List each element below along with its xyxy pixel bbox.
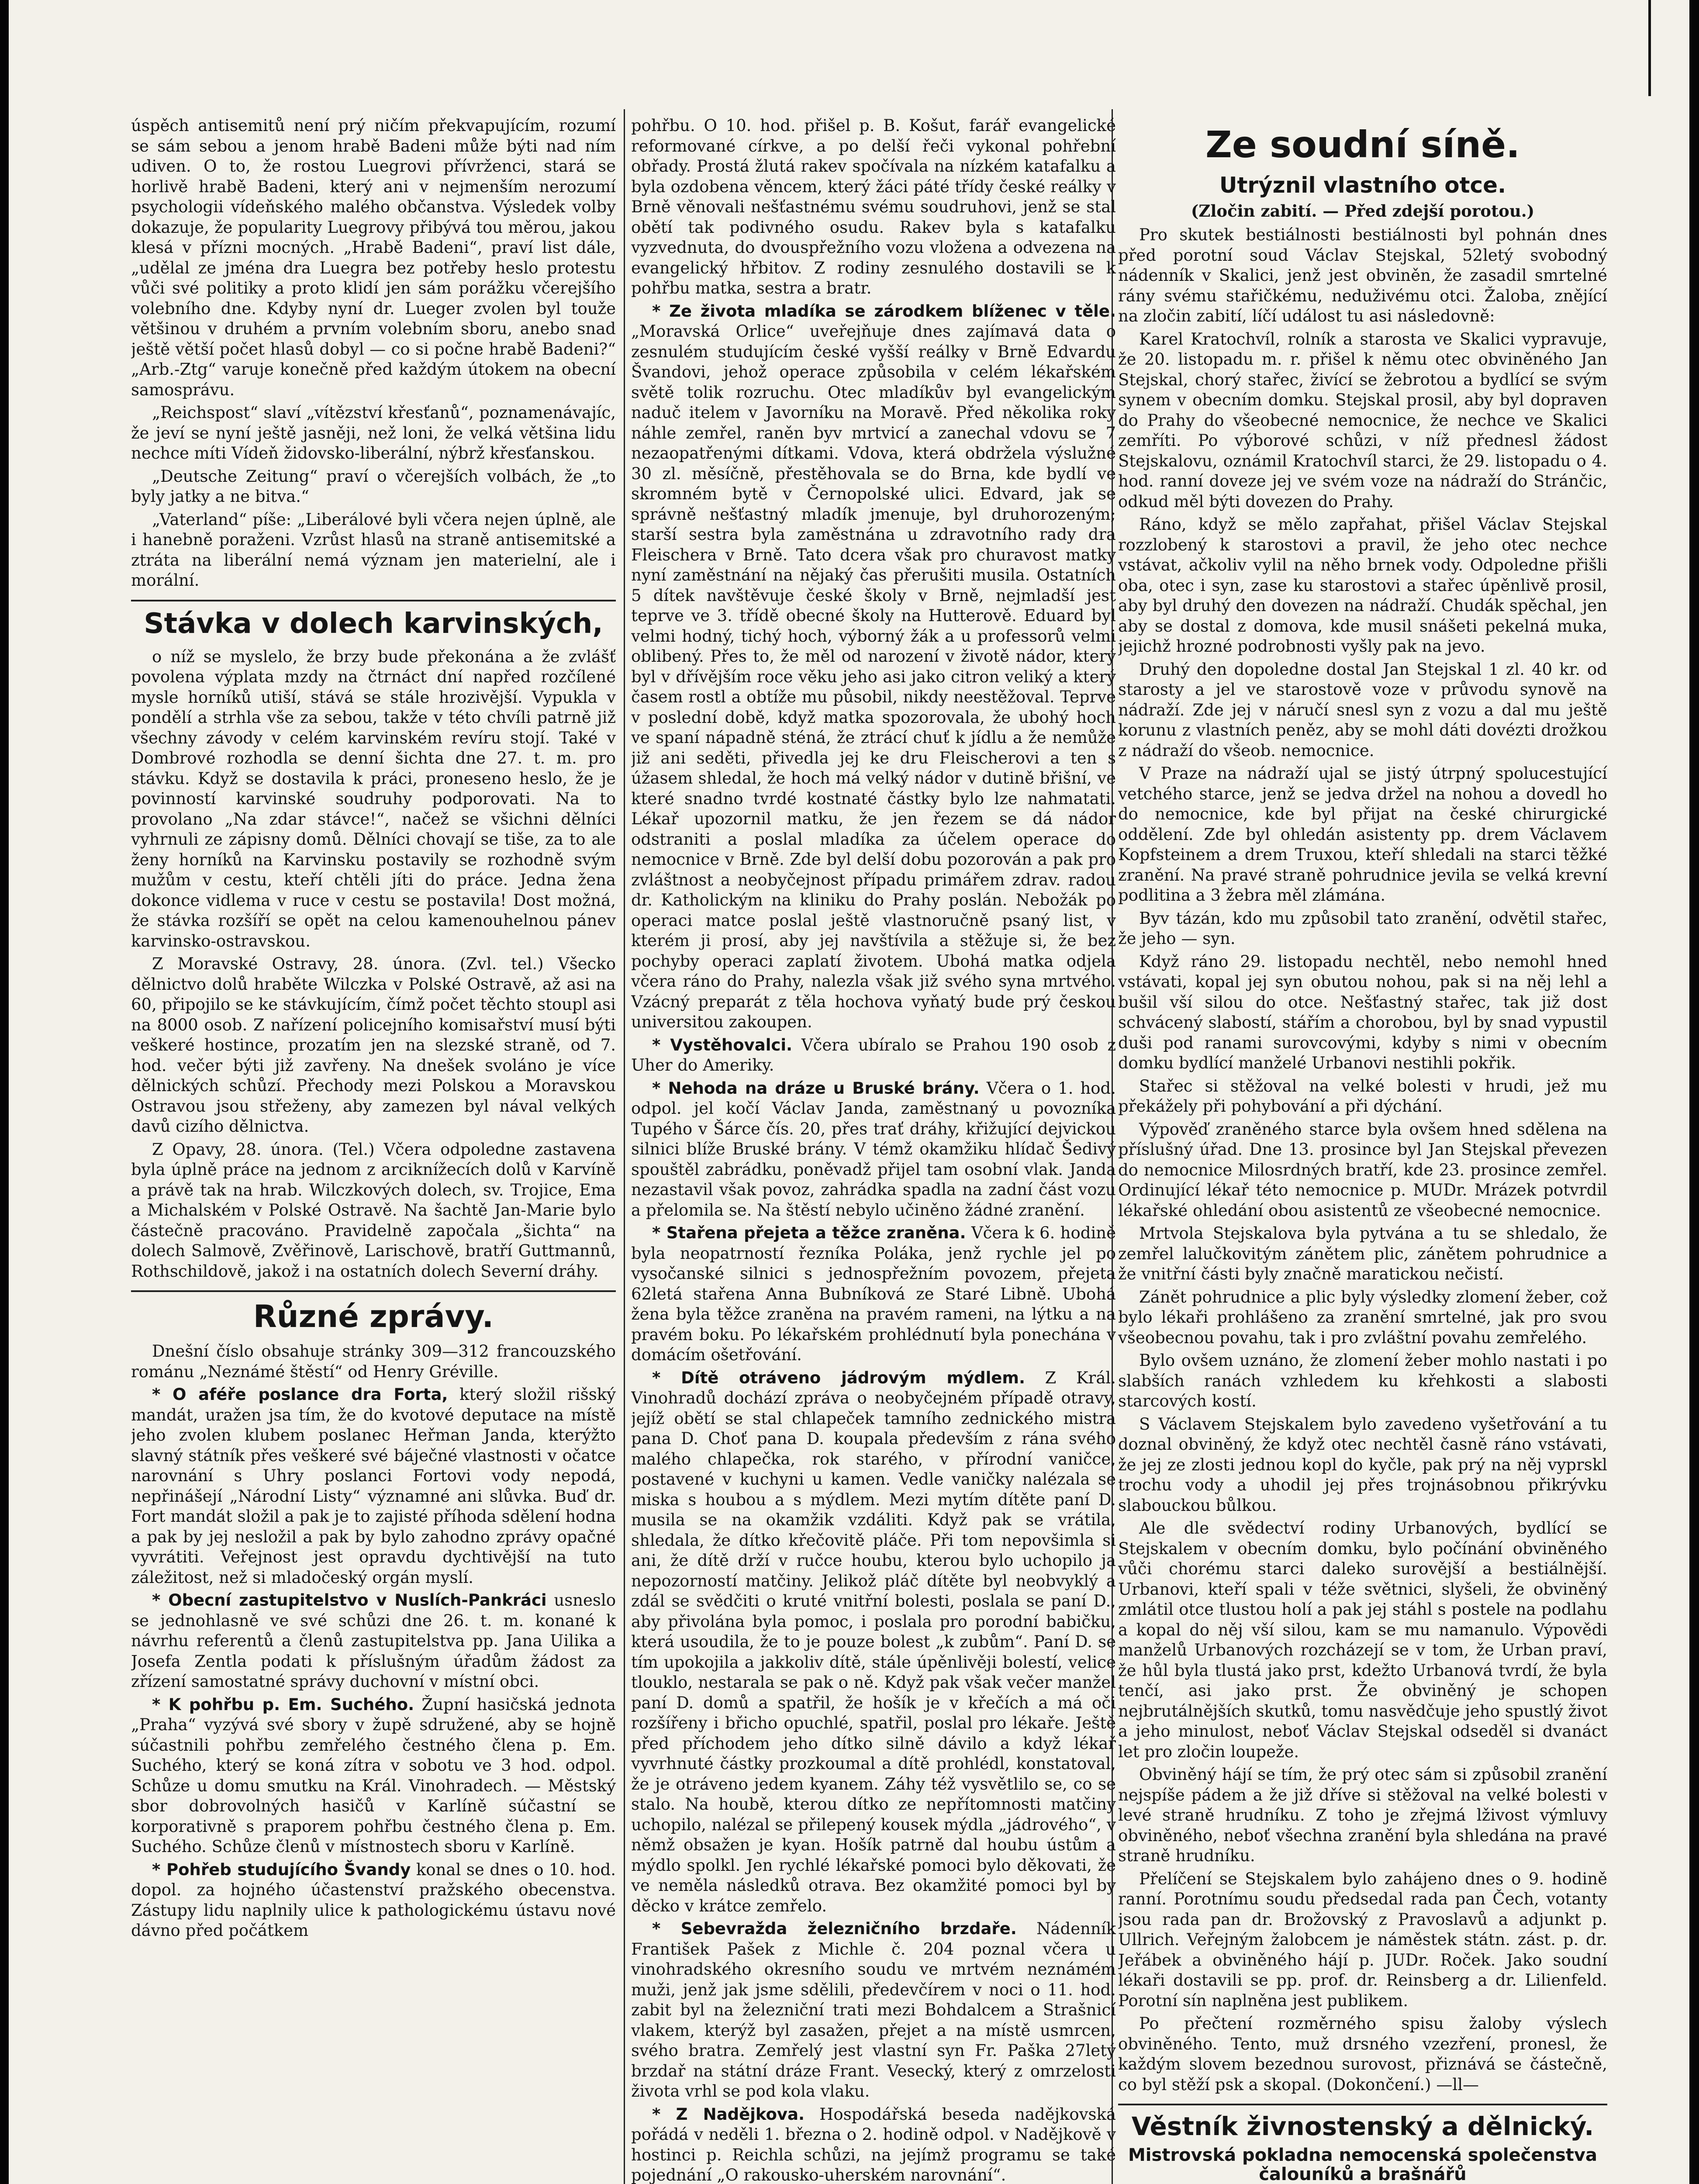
article-paragraph: Z Opavy, 28. února. (Tel.) Včera odpoledne zastavena byla úplně práce na jednom z arciknížecích dolů v Karvíně a právě tak na hrab. Wilczkových dolech, sv. Trojice, Ema a Michalském v Polské Ostravě. Na šachtě Jan-Marie bylo částečně pracováno. Pravidelně započala „šichta“ na dolech Salmově, Zvěřinově, Larischově, bratří Guttmannů, Rothschildově, jakož i na ostatních dolech Severní dráhy.: [131, 1140, 616, 1281]
article-paragraph: Obviněný hájí se tím, že prý otec sám si způsobil zranění nejspíše pádem a že již dříve si stěžoval na velké bolesti v levé straně hrudníku. Z toho je zřejmá lživost výmluvy obviněného, neboť všechna zranění byla shledána na pravé straně hrudníku.: [1118, 1765, 1607, 1866]
article-paragraph: Zánět pohrudnice a plic byly výsledky zlomení žeber, což bylo lékaři prohlášeno za zranění smrtelné, jak pro svou všeobecnou povahu, tak i pro zvláštní povahu zemřelého.: [1118, 1287, 1607, 1347]
scan-edge-left: [0, 0, 9, 2184]
news-body: který složil rišský mandát, uražen jsa tím, že do kvotové deputace na místě jeho zvolen klubem poslanec Heřman Janda, kterýžto slavný státník přes veškeré své báječné vlastnosti v očatce narovnání s Uhry poslanci Fortovi vody nepodá, nepřinášejí „Národní Listy“ významné ani slůvka. Buď dr. Fort mandát složil a pak je to zajisté příhoda sdělení hodna a pak by jej nesložil a pak by bylo zahodno zprávy opačné vyvrátiti. Veřejnost jest opravdu dychtivější na tuto záležitost, než si mladočeský orgán myslí.: [131, 1385, 616, 1587]
column-rule: [624, 109, 625, 2184]
article-paragraph: pohřbu. O 10. hod. přišel p. B. Košut, farář evangelické reformované církve, a po delší řeči vykonal pohřební obřady. Prostá žlutá rakev spočívala na nízkém katafalku a byla ozdobena věncem, který žáci páté třídy české reálky v Brně věnovali nešťastnému svému soudruhovi, jenž se stal obětí tak podivného osudu. Rakev byla s katafalku vyzvednuta, do dvouspřežního vozu vložena a odvezena na evangelický hřbitov. Z rodiny zesnulého dostavili se k pohřbu matka, sestra a bratr.: [631, 116, 1116, 297]
news-item: [131, 1695, 616, 1857]
news-body: „Moravská Orlice“ uveřejňuje dnes zajímavá data o zesnulém studujícím české vyšší reálky v Brně Edvardu Švandovi, jehož operace způsobila v celém lékařském světě tolik rozruchu. Otec mladíkův byl evangelickým naduč itelem v Javorníku na Moravě. Před několika roky náhle zemřel, raněn byv mrtvicí a zanechal vdovu se 7 nezaopatřenými dítkami. Vdova, která obdržela výslužné 30 zl. měsíčně, přestěhovala se do Brna, kde bydlí ve skromném bytě v Černopolské ulici. Edvard, jak se správně nešťastný mladík jmenuje, byl druhorozeným; starší sestra byla zaměstnána u zdravotního rady dra Fleischera v Brně. Tato dcera však pro churavost matky nyní zaměstnání na nějaký čas přerušiti musila. Ostatních 5 dítek navštěvuje české školy v Brně, nejmladší jest teprve ve 3. třídě obecné školy na Hutterově. Eduard byl velmi hodný, tichý hoch, výborný žák a u professorů velmi oblibený. Přes to, že měl od narození v životě nádor, který byl v dřívějším roce věku jeho asi jako citron veliký a který časem rostl a obtíže mu působil, nikdy neestěžoval. Teprve v poslední době, když matka spozorovala, že ubohý hoch ve spaní nápadně sténá, že ztrácí chuť k jídlu a že nemůže již ani seděti, přivedla jej ke dru Fleischerovi a ten s úžasem shledal, že hoch má velký nádor v dutině břišní, ve které snadno tvrdé kostnaté částky bylo lze nahmatati. Lékař upozornil matku, že jen řezem se dá nádor odstraniti a poslal mladíka za účelem operace do nemocnice v Brně. Zde byl delší dobu pozorován a pak pro zvláštnost a neobyčejnost případu primářem zdrav. radou dr. Katholickým na kliniku do Prahy poslán. Nebožák po operaci matce poslal ještě vlastnoručně psaný list, v kterém ji prosí, aby jej navštívila a stěžuje si, že bez pochyby operaci zaplatí životem. Ubohá matka odjela včera ráno do Prahy, nalezla však již svého syna mrtvého. Vzácný preparát z těla hochova vyňatý bude prý českou universitou zakoupen.: [631, 322, 1116, 1031]
news-item: [631, 1919, 1116, 2102]
article-paragraph: Stařec si stěžoval na velké bolesti v hrudi, jež mu překážely při pohybování a při dýchání.: [1118, 1076, 1607, 1116]
news-item: [131, 1860, 616, 1941]
article-paragraph: Přelíčení se Stejskalem bylo zahájeno dnes o 9. hodině ranní. Porotnímu soudu předsedal rada pan Čech, votanty jsou rada pan dr. Brožovský z Pravoslavů a adjunkt p. Ullrich. Veřejným žalobcem je náměstek státn. zást. p. dr. Jeřábek a obviněného hájí p. JUDr. Roček. Jako soudní lékaři dostavili se pp. prof. dr. Reinsberg a dr. Lilienfeld. Porotní sín naplněna jest publikem.: [1118, 1869, 1607, 2010]
article-paragraph: V Praze na nádraží ujal se jistý útrpný spolucestující vetchého starce, jenž se jedva držel na nohou a dovedl ho do nemocnice, kde byl přijat na české chirurgické oddělení. Zde byl ohledán asistenty pp. drem Václavem Kopfsteinem a drem Truxou, kteří shledali na starci těžké zranění. Na pravé straně pohrudnice jevila se velká krevní podlitina a 3 žebra měl zlámána.: [1118, 764, 1607, 905]
news-kicker: * O aféře poslance dra Forta,: [152, 1385, 448, 1404]
news-kicker: * Sebevražda železničního brzdaře.: [652, 1919, 1017, 1938]
news-body: Župní hasičská jednota „Praha“ vyzývá své sbory v župě sdružené, aby se hojně súčastnili pohřbu zemřelého čestného člena p. Em. Suchého, který se koná zítra v sobotu ve 3 hod. odpol. Schůze u domu smutku na Král. Vinohradech. — Městský sbor dobrovolných hasičů v Karlíně súčastní se korporativně s praporem pohřbu čestného člena p. Em. Suchého. Schůze členů v místnostech sboru v Karlíně.: [131, 1695, 616, 1856]
article-paragraph: Výpověď zraněného starce byla ovšem hned sdělena na příslušný úřad. Dne 13. prosince byl Jan Stejskal převezen do nemocnice Milosrdných bratří, kde 23. prosince zemřel. Ordinující lékař této nemocnice p. MUDr. Mrázek potvrdil lékařské ohledání obou asistentů ze všeobecné nemocnice.: [1118, 1120, 1607, 1220]
article-paragraph: úspěch antisemitů není prý ničím překvapujícím, rozumí se sám sebou a jenom hrabě Badeni může býti nad ním udiven. O to, že rostou Luegrovi přívrženci, stará se horlivě hrabě Badeni, který ani v nejmenším nerozumí psychologii vídeňského malého občanstva. Výsledek volby dokazuje, že popularity Luegrovy přibývá tou měrou, jakou klesá v přízni mocných. „Hrabě Badeni“, praví list dále, „udělal ze jména dra Luegra bez potřeby heslo protestu vůči své politiky a proto klidí jen sám porážku včerejšího volebního dne. Kdyby nyní dr. Lueger zvolen byl touže většinou v druhém a prvním volebním sboru, anebo snad ještě větší počet hlasů dobyl — co si počne hrabě Badeni?“ „Arb.-Ztg“ varuje konečně před každým útokem na obecní samosprávu.: [131, 116, 616, 399]
news-body: Včera k 6. hodině byla neopatrností řezníka Poláka, jenž rychle jel po vysočanské silnici s jednospřežním povozem, přejeta 62letá stařena Anna Bubníková ze Staré Libně. Ubohá žena byla těžce zraněna na pravém rameni, na lýtku a na pravém boku. Po lékařském prohlédnutí byla ponechána v domácím ošetřování.: [631, 1223, 1116, 1364]
news-kicker: * Dítě otráveno jádrovým mýdlem.: [652, 1368, 1026, 1387]
news-item: [631, 2105, 1116, 2184]
article-paragraph: „Deutsche Zeitung“ praví o včerejších volbách, že „to byly jatky a ne bitva.“: [131, 467, 616, 506]
article-paragraph: Druhý den dopoledne dostal Jan Stejskal 1 zl. 40 kr. od starosty a jel ve starostově voze v průvodu synově na nádraží. Zde jej v náručí snesl syn z vozu a dal mu ještě korunu z vlastních peněz, aby se mohl dáti dovézti drožkou z nádraží do všeob. nemocnice.: [1118, 660, 1607, 760]
news-body: Hospodářská beseda nadějkovská pořádá v neděli 1. března o 2. hodině odpol. v Nadějkově v hostinci p. Reichla schůzi, na jejímž programu se také pojednání „O rakousko-uherském narovnání“.: [631, 2105, 1116, 2184]
news-kicker: * Z Nadějkova.: [652, 2105, 805, 2124]
column-middle: [631, 116, 1116, 2184]
article-paragraph: Ale dle svědectví rodiny Urbanových, bydlící se Stejskalem v obecním domku, bylo počínání obviněného vůči chorému starci daleko surovější a bestiálnější. Urbanovi, kteří spali v téže světnici, slyšeli, že obviněný zmlátil otce tlustou holí a pak jej stáhl s postele na podlahu a kopal do něj vší silou, kam se mu namanulo. Výpovědi manželů Urbanových rozcházejí se v tom, že Urban praví, že hůl byla tlustá jako prst, kdežto Urbanová tvrdí, že byla tenčí, asi jako prst. Že obviněný je schopen nejbrutálnějších skutků, tomu nasvědčuje jeho spustlý život a jeho minulost, neboť Václav Stejskal odseděl si dvanáct let pro zločin loupeže.: [1118, 1519, 1607, 1761]
news-kicker: * Ze života mladíka se zárodkem blíženec v těle.: [652, 301, 1116, 321]
article-paragraph: Karel Kratochvíl, rolník a starosta ve Skalici vypravuje, že 20. listopadu m. r. přišel k němu otec obviněného Jan Stejskal, chorý stařec, živící se žebrotou a bydlící se svým synem v obecním domku. Stejskal prosil, aby byl dopraven do Prahy do všeobecné nemocnice, že nechce ve Skalici zemříti. Po výborové schůzi, v níž přednesl žádost Stejskalovu, oznámil Kratochvíl starci, že 29. listopadu o 4. hod. ranní doveze jej ve svém voze na nádraží do Stránčic, odkud měl býti dovezen do Prahy.: [1118, 329, 1607, 511]
news-item: [631, 1368, 1116, 1917]
news-body: Včera ubíralo se Prahou 190 osob z Uher do Ameriky.: [631, 1035, 1116, 1075]
news-kicker: * Stařena přejeta a těžce zraněna.: [652, 1223, 966, 1242]
column-right: [1118, 116, 1607, 2184]
news-item: [631, 1035, 1116, 1076]
article-paragraph: Byv tázán, kdo mu způsobil tato zranění, odvětil stařec, že jeho — syn.: [1118, 909, 1607, 948]
headline-misc-news: Různé zprávy.: [131, 1290, 616, 1334]
news-kicker: * Nehoda na dráze u Bruské brány.: [652, 1078, 980, 1098]
news-kicker: * K pohřbu p. Em. Suchého.: [152, 1695, 414, 1714]
news-body: usneslo se jednohlasně ve své schůzi dne 26. t. m. konané k návrhu referentů a členů zastupitelstva pp. Jana Uilika a Josefa Zentla podati k příslušným úřadům žádost za zřízení samostatné správy duchovní v místní obci.: [131, 1591, 616, 1691]
subheadline: Utrýznil vlastního otce.: [1219, 173, 1506, 198]
news-kicker: * Pohřeb studujícího Švandy: [152, 1860, 411, 1879]
news-body: konal se dnes o 10. hod. dopol. za hojného účastenství pražského obecenstva. Zástupy lidu naplnily ulice k pathologickému ústavu nové dávno před počátkem: [131, 1860, 616, 1940]
article-paragraph: Po přečtení rozměrného spisu žaloby výslech obviněného. Tento, muž drsného vzezření, pronesl, že každým slovem bezednou surovost, přiznává se částečně, co byl stěží psk a skopal. (Dokončení.) —ll—: [1118, 2014, 1607, 2094]
vestnik-subheadline: Mistrovská pokladna nemocenská společenstva čalouníků a brašnářů: [1128, 2145, 1597, 2184]
headline-strike: Stávka v dolech karvinských,: [131, 600, 616, 639]
news-item: [631, 1223, 1116, 1365]
subtitle: (Zločin zabití. — Před zdejší porotou.): [1191, 201, 1535, 221]
article-paragraph: o níž se myslelo, že brzy bude překonána a že zvlášť povolena výplata mzdy na čtrnáct dní napřed rozčílené mysle horníků utiší, stává se stále hrozivější. Vypukla v pondělí a strhla vše za sebou, takže v této chvíli patrně již všechny závody v celém karvinském revíru stojí. Také v Dombrové rozhodla se denní šichta dne 27. t. m. pro stávku. Když se dostavila k práci, proneseno heslo, že je povinností karvinské soudruhy podporovati. Na to provolano „Na zdar stávce!“, načež se všichni dělníci vyhrnuli ze zápisny domů. Dělníci chovají se tiše, za to ale ženy horníků na Karvinsku postavily se rozhodně svým mužům v cestu, kteří chtěli jíti do práce. Jedna žena dokonce vidlema v ruce v cestu se postavila! Dost možná, že stávka rozšíří se opět na celou kamenouhelnou pánev karvinsko-ostravskou.: [131, 647, 616, 950]
scan-edge-right: [1689, 0, 1699, 2184]
article-paragraph: Dnešní číslo obsahuje stránky 309—312 francouzského románu „Neznámé štěstí“ od Henry Gréville.: [131, 1342, 616, 1381]
news-body: Z Král. Vinohradů dochází zpráva o neobyčejném případě otravy, jejíž obětí se stal chlapeček tamního zednického mistra pana D. Choť pana D. koupala především z rána svého malého chlapečka, rok starého, v přírodní vaničce, postavené v kuchyni u kamen. Vedle vaničky nalézala se miska s houbou a s mýdlem. Mezi mytím dítěte paní D. musila se na okamžik vzdáliti. Když pak se vrátila, shledala, že dítko křečovitě pláče. Při tom nepovšimla si ani, že dítě drží v ručce houbu, kterou bylo uchopilo ja nepozorností matčiny. Jelikož pláč dítěte byl neobvyklý a zdál se svědčiti o kruté vnitřní bolesti, poslala se paní D., aby přivolána byla pomoc, i poslala pro porodní babičku, která usoudila, že to je pouze bolest „k zubům“. Paní D. se tím upokojila a jakkoliv dítě, stále úpěnlivěji bolestí, velice tlouklo, nestarala se pak o ně. Když pak však večer manžel paní D. domů a spatřil, že hošík je v křečích a má oči rozšířeny i břicho opuchlé, spatřil, poslal pro lékaře. Ještě před příchodem jeho dítko silně dávilo a když lékař vyvrhnuté částky prozkoumal a dítě prohlédl, konstatoval, že je otráveno jedem kyanem. Záhy též vysvětlilo se, co se stalo. Na houbě, kterou dítko ze nepřítomnosti matčiny uchopilo, nalézal se přilepený kousek mýdla „jádrového“, v němž obsažen je kyan. Hošík patrně dal houbu ústům a mýdlo spolkl. Jen rychlé lékařské pomoci bylo děkovati, že ve neměla následků otrava. Bez okamžité pomoci byl by děcko v krátce zemřelo.: [631, 1368, 1116, 1915]
column-left: [131, 116, 616, 2184]
article-paragraph: Pro skutek bestiálnosti bestiálnosti byl pohnán dnes před porotní soud Václav Stejskal, 52letý svobodný nádenník v Skalici, jenž jest obviněn, že zasadil smrtelné rány svému stařičkému, neduživému otci. Žaloba, znějící na zločin zabití, líčí událost tu asi následovně:: [1118, 225, 1607, 326]
article-paragraph: S Václavem Stejskalem bylo zavedeno vyšetřování a tu doznal obviněný, že když otec nechtěl časně ráno vstávati, že jej ze zlosti jednou kopl do kyčle, pak prý na něj vyprskl trochu vody a uhodil jej přes trojnásobnou přikrývku slabouckou bůlkou.: [1118, 1414, 1607, 1515]
headline-vestnik: Věstník živnostenský a dělnický.: [1118, 2104, 1607, 2141]
article-paragraph: Mrtvola Stejskalova byla pytvána a tu se shledalo, že zemřel lalučkovitým zánětem plic, zánětem pohrudnice a že vnitřní části byly značně maratickou nečistí.: [1118, 1224, 1607, 1284]
news-body: Nádenník František Pašek z Michle č. 204 poznal včera u vinohradského okresního soudu ve mrtvém neznámém muži, jenž jak jsme sdělili, předevčírem v noci o 11. hod. zabit byl na železniční trati mezi Bohdalcem a Strašnicí vlakem, kterýž byl zasažen, přejet a na místě usmrcen, svého bratra. Zemřelý jest vlastní syn Fr. Paška 27letý brzdař na státní dráze Frant. Vesecký, který z omrzelosti života vrhl se pod kola vlaku.: [631, 1919, 1116, 2101]
news-body: Včera o 1. hod. odpol. jel kočí Václav Janda, zaměstnaný u povozníka Tupého v Šárce čís. 20, přes trať dráhy, křižující dejvickou silnici blíže Bruské brány. V témž okamžiku hlídač Šedivý spouštěl zabrádku, poněvadž přijel tam osobní vlak. Janda nezastavil však povoz, zahrádka spadla na zadní část vozu a přelomila se. Na štěstí nebylo učiněno žádné zranění.: [631, 1078, 1116, 1220]
news-item: [131, 1590, 616, 1692]
article-paragraph: Z Moravské Ostravy, 28. února. (Zvl. tel.) Všecko dělnictvo dolů hraběte Wilczka v Polské Ostravě, až asi na 60, připojilo se ke stávkujícím, čímž počet těchto stoupl asi na 8000 osob. Z nařízení policejního komisařství musí býti veškeré hostince, prozatím jen na slezské straně, od 7. hod. večer býti již zavřeny. Na dnešek svoláno je více dělnických schůzí. Přechody mezi Polskou a Moravskou Ostravou jsou střeženy, aby zamezen byl nával velkých davů cizího dělnictva.: [131, 954, 616, 1136]
news-item: [631, 301, 1116, 1033]
article-paragraph: „Reichspost“ slaví „vítězství křesťanů“, poznamenávajíc, že jeví se nyní ještě jasněji, než loni, že velká většina lidu nechce míti Vídeň židovsko-liberální, nýbrž křesťanskou.: [131, 403, 616, 463]
article-paragraph: „Vaterland“ píše: „Liberálové byli včera nejen úplně, ale i hanebně poraženi. Vzrůst hlasů na straně antisemitské a ztráta na liberální nemá význam jen materielní, ale i morální.: [131, 510, 616, 590]
article-paragraph: Bylo ovšem uznáno, že zlomení žeber mohlo nastati i po slabších ranách vzhledem ku křehkosti a slabosti starcových kostí.: [1118, 1351, 1607, 1411]
article-paragraph: Ráno, když se mělo zapřahat, přišel Václav Stejskal rozzlobený k starostovi a pravil, že jeho otec nechce vstávat, ačkoliv vylil na něho brnek vody. Odpoledne přišli oba, otec i syn, zase ku starostovi a stařec úpěnlivě prosil, aby byl druhý den dovezen na nádraží. Chudák spěchal, jen aby se dostal z domova, kde musil snášeti pekelná muka, jejichž hrozné podrobnosti vyšly pak na jevo.: [1118, 515, 1607, 656]
page-corner-mark: [1648, 0, 1686, 96]
news-kicker: * Obecní zastupitelstvo v Nuslích-Pankráci: [152, 1591, 547, 1610]
news-item: [631, 1078, 1116, 1221]
news-kicker: * Vystěhovalci.: [652, 1035, 793, 1054]
article-paragraph: Když ráno 29. listopadu nechtěl, nebo nemohl hned vstávati, kopal jej syn obutou nohou, pak si na něj lehl a bušil vší silou do otce. Nešťastný stařec, tak již dost schvácený slabostí, stářím a chorobou, byl by snad vypustil duši pod ranami surovcovými, kdyby s nimi v obecním domku bydlící manželé Urbanovi nestihli pokřik.: [1118, 952, 1607, 1073]
headline-court: Ze soudní síně.: [1205, 123, 1520, 166]
news-item: [131, 1385, 616, 1588]
